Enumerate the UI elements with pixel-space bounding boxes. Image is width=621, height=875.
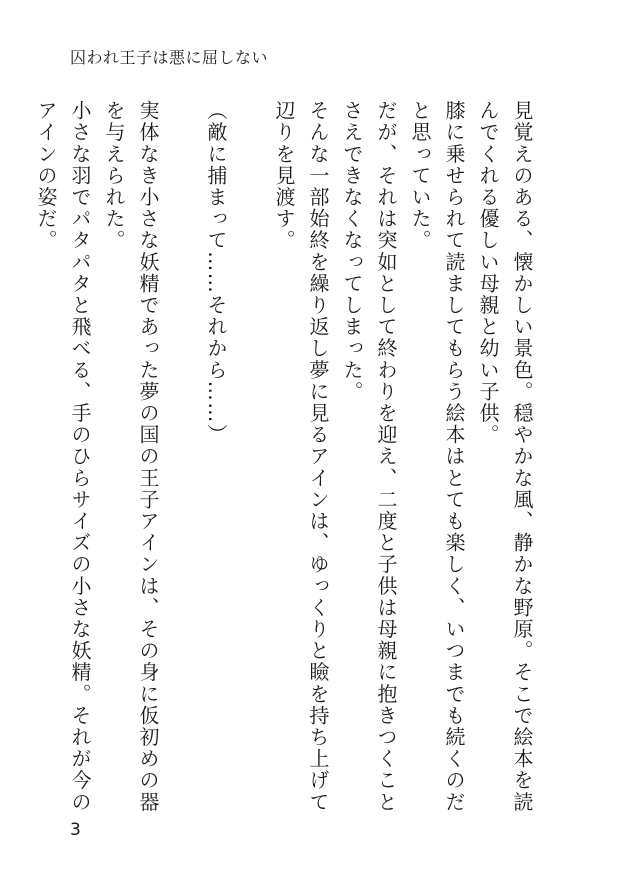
vertical-body-text — [29, 100, 539, 820]
paragraph-4: そんな一部始終を繰り返し夢に見るアインは、ゆっくりと瞼を持ち上げて辺りを見渡す。 — [272, 100, 330, 813]
paragraph-3: だが、それは突如として終わりを迎え、二度と子供は母親に抱きつくことさえできなくなってしまった。 — [340, 100, 398, 813]
page-number: 3 — [70, 820, 81, 840]
paragraph-inner-thought: （敵に捕まって……それから……） — [204, 100, 228, 446]
paragraph-5: 実体なき小さな妖精であった夢の国の王子アインは、その身に仮初めの器を与えられた。 — [102, 100, 160, 813]
paragraph-1: 見覚えのある、懐かしい景色。穏やかな風、静かな野原。そこで絵本を読んでくれる優しい母親と幼い子供。 — [476, 100, 534, 813]
paragraph-6: 小さな羽でパタパタと飛べる、手のひらサイズの小さな妖精。それが今のアインの姿だ。 — [34, 100, 92, 813]
blank-line — [233, 100, 267, 820]
running-header-title: 囚われ王子は悪に屈しない — [70, 48, 269, 67]
paragraph-2: 膝に乗せられて読ましてもらう絵本はとても楽しく、いつまでも続くのだと思っていた。 — [408, 100, 466, 813]
blank-line — [165, 100, 199, 820]
